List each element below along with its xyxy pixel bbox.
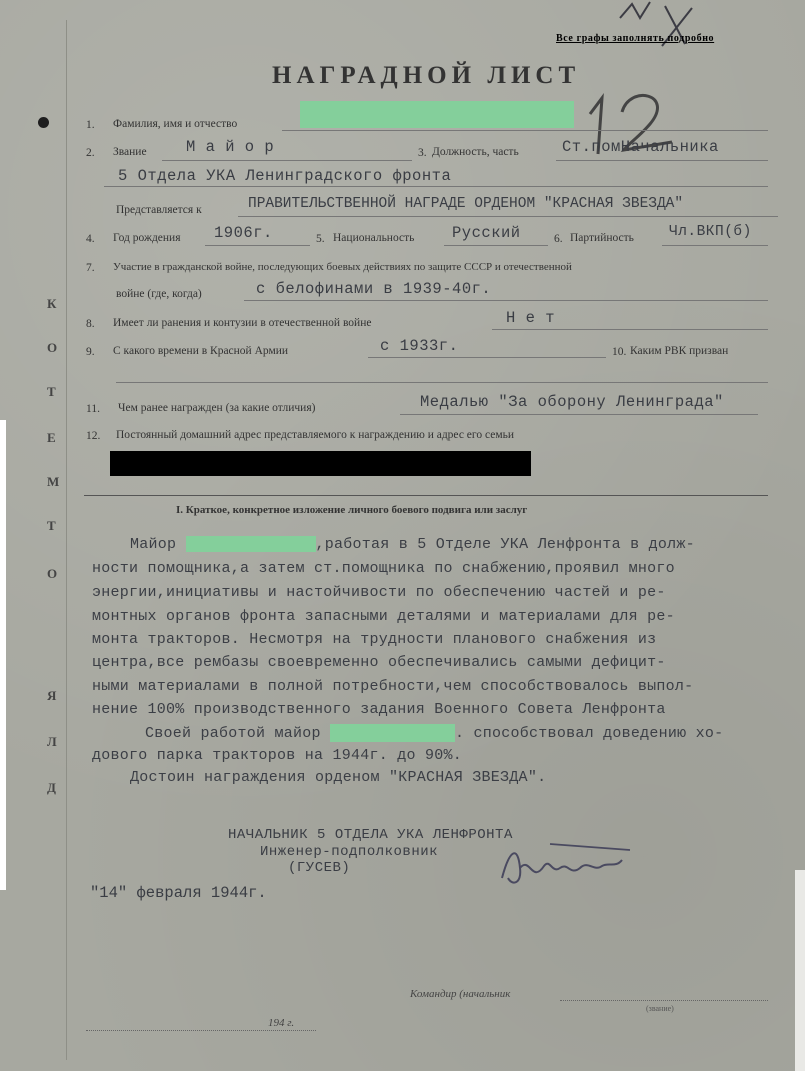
field-9-label: С какого времени в Красной Армии: [113, 345, 289, 357]
handwritten-signature: [490, 838, 640, 894]
narrative-line-10: дового парка тракторов на 1944г. до 90%.: [92, 747, 463, 764]
side-letter: О: [47, 566, 58, 581]
field-12-number: 12.: [86, 430, 101, 442]
section-separator: [84, 495, 768, 496]
side-letter: Я: [47, 688, 57, 703]
fill-all-fields-notice: Все графы заполнять подробно: [556, 33, 715, 44]
name-redaction: [300, 101, 574, 128]
name-redaction-inline: [186, 536, 316, 552]
margin-rule: [66, 20, 67, 1060]
signer-name: (ГУСЕВ): [288, 860, 351, 876]
field-2-number: 2.: [86, 147, 95, 159]
represented-for-label: Представляется к: [116, 204, 202, 216]
side-letter: К: [47, 296, 57, 311]
signer-title: НАЧАЛЬНИК 5 ОТДЕЛА УКА ЛЕНФРОНТА: [228, 827, 513, 843]
address-redaction: [110, 451, 531, 476]
narrative-line-1: [130, 536, 695, 553]
narrative-line-11: Достоин награждения орденом "КРАСНАЯ ЗВЕЗДА".: [130, 769, 547, 786]
field-11-label: Чем ранее награжден (за какие отличия): [118, 402, 316, 414]
field-8-number: 8.: [86, 318, 95, 330]
side-letter: Т: [47, 384, 56, 399]
field-7-number: 7.: [86, 262, 95, 274]
narrative-line-4: монтных органов фронта запасными деталями и материалами для ре-: [92, 608, 675, 625]
field-1-number: 1.: [86, 119, 95, 131]
narrative-text: Своей работой майор: [145, 724, 321, 742]
field-2-label: Звание: [113, 146, 147, 158]
narrative-text: Майор: [130, 536, 177, 553]
side-letter: Д: [47, 780, 56, 795]
position-value-continued: 5 Отдела УКА Ленинградского фронта: [118, 167, 452, 185]
rank-hint: (звание): [646, 1004, 674, 1013]
nationality-value: Русский: [452, 224, 521, 242]
narrative-line-8: нение 100% производственного задания Военного Совета Ленфронта: [92, 701, 666, 718]
name-redaction-inline: [330, 724, 455, 742]
field-8-label: Имеет ли ранения и контузии в отечественной войне: [113, 317, 372, 329]
previous-awards-value: Медалью "За оборону Ленинграда": [420, 393, 724, 411]
field-6-label: Партийность: [570, 232, 634, 244]
field-12-label: Постоянный домашний адрес представляемого к награждению и адрес его семьи: [116, 429, 514, 441]
commander-label: Командир (начальник: [410, 988, 511, 1000]
scan-edge-left: [0, 420, 6, 890]
position-value: Ст.помНачальника: [562, 138, 719, 156]
narrative-text: ,работая в 5 Отделе УКА Ленфронта в долж-: [315, 536, 695, 553]
side-letter: М: [47, 474, 60, 489]
field-9-number: 9.: [86, 346, 95, 358]
field-3-number: 3.: [418, 147, 427, 159]
field-6-number: 6.: [554, 233, 563, 245]
field-5-number: 5.: [316, 233, 325, 245]
footer-year: 194 г.: [268, 1017, 295, 1029]
field-4-label: Год рождения: [113, 232, 181, 244]
side-letter: О: [47, 340, 58, 355]
field-11-number: 11.: [86, 403, 100, 415]
narrative-line-5: монта тракторов. Несмотря на трудности планового снабжения из: [92, 631, 657, 648]
field-10-number: 10.: [612, 346, 627, 358]
document-title: НАГРАДНОЙ ЛИСТ: [272, 62, 581, 89]
field-4-number: 4.: [86, 233, 95, 245]
field-5-label: Национальность: [333, 232, 415, 244]
narrative-line-2: ности помощника,а затем ст.помощника по снабжению,проявил много: [92, 560, 675, 577]
punch-hole: [38, 117, 49, 128]
side-letter: Л: [47, 734, 57, 749]
army-since-value: с 1933г.: [380, 337, 459, 355]
narrative-line-7: ными материалами в полной потребности,чем способствовалось выпол-: [92, 678, 694, 695]
narrative-line-6: центра,все рембазы своевременно обеспечивались самыми дефицит-: [92, 654, 666, 671]
party-value: Чл.ВКП(б): [669, 224, 752, 240]
represented-for-value: ПРАВИТЕЛЬСТВЕННОЙ НАГРАДЕ ОРДЕНОМ "КРАСНАЯ ЗВЕЗДА": [248, 196, 684, 212]
birth-year-value: 1906г.: [214, 224, 273, 242]
field-7-label-2: войне (где, когда): [116, 288, 202, 300]
narrative-line-9: [145, 724, 723, 742]
side-letter: Е: [47, 430, 56, 445]
signing-date: "14" февраля 1944г.: [90, 884, 267, 902]
narrative-line-3: энергии,инициативы и настойчивости по обеспечению частей и ре-: [92, 584, 666, 601]
scan-edge: [795, 870, 805, 1071]
field-7-label: Участие в гражданской войне, последующих боевых действиях по защите СССР и отечественной: [113, 261, 572, 273]
signer-rank: Инженер-подполковник: [260, 844, 439, 860]
field-10-label: Каким РВК призван: [630, 345, 729, 357]
field-1-label: Фамилия, имя и отчество: [113, 118, 238, 130]
narrative-text: . способствовал доведению хо-: [455, 724, 724, 742]
field-3-label: Должность, часть: [432, 146, 519, 158]
section-heading: I. Краткое, конкретное изложение личного боевого подвига или заслуг: [176, 504, 528, 516]
rank-value: М а й о р: [186, 138, 275, 156]
wounds-value: Н е т: [506, 309, 556, 327]
war-participation-value: с белофинами в 1939-40г.: [256, 280, 492, 298]
side-letter: Т: [47, 518, 56, 533]
